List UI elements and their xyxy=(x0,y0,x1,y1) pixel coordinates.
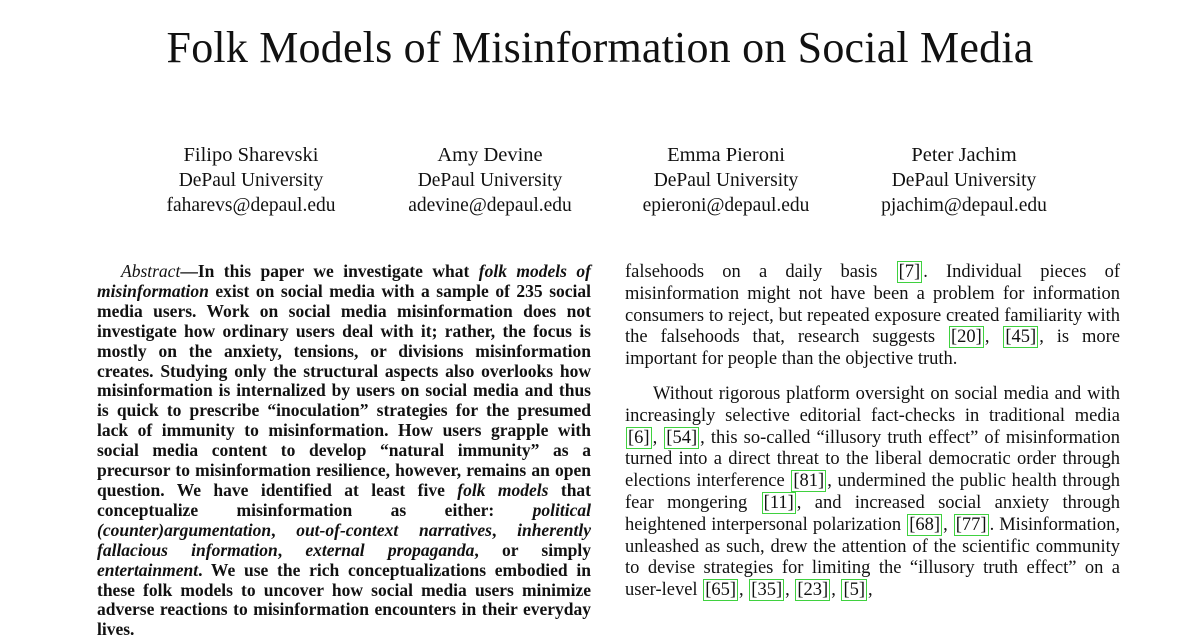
body-text-run: Without rigorous platform oversight on social media and with increasingly selective editorial fact-checks in traditional media xyxy=(625,383,1120,426)
author-name: Amy Devine xyxy=(437,144,543,166)
citation-link[interactable]: [54] xyxy=(666,427,698,448)
body-text-run: , xyxy=(652,427,664,448)
abstract-emphasis: external propaganda xyxy=(305,539,475,560)
citation-link[interactable]: [5] xyxy=(843,580,866,601)
author-4 xyxy=(844,143,1084,218)
author-email: faharevs@depaul.edu xyxy=(166,195,336,216)
abstract-label: Abstract xyxy=(121,261,181,281)
citation-link[interactable]: [6] xyxy=(628,427,650,448)
body-text-run: . Misinformation, unleashed as such, drew the attention of the scientific community to devise strategies for limiting the “illusory truth effect” on a user-level xyxy=(625,514,1120,601)
citation-link[interactable]: [68] xyxy=(909,514,941,535)
abstract-emphasis: political (counter)argumentation xyxy=(97,499,591,540)
body-paragraph-1 xyxy=(625,262,1120,371)
abstract-emphasis: folk models xyxy=(457,479,549,500)
abstract-emphasis: entertainment xyxy=(97,559,199,580)
abstract-text: that conceptualize misinformation as either: xyxy=(97,479,592,520)
body-text-run: , xyxy=(785,580,795,601)
abstract xyxy=(97,262,591,640)
author-name: Emma Pieroni xyxy=(667,144,785,166)
body-text-run: falsehoods on a daily basis xyxy=(625,262,896,282)
body-text-run: , and increased social anxiety through heightened interpersonal polarization xyxy=(625,492,1120,535)
body-text-run: , xyxy=(868,580,873,601)
body-text-run: , undermined the public health through fear mongering xyxy=(625,471,1120,513)
citation-link[interactable]: [35] xyxy=(751,580,783,601)
author-email: epieroni@depaul.edu xyxy=(642,195,810,216)
abstract-dash: — xyxy=(180,261,198,281)
abstract-text: , xyxy=(271,519,297,540)
body-text xyxy=(625,262,1120,615)
abstract-text: exist on social media with a sample of 235 social media users. Work on social media misinformation does not investigate how ordinary users deal with it; rather, the focus is mostly on the anxiety, tensions, or divisions misinformation creates. Studying only the structural aspects also overlooks how misinformation is internalized by users on social media and thus is quick to prescribe “inoculation” strategies for the presumed lack of immunity to misinformation. How users grapple with social media content to develop “natural immunity” as a precursor to misinformation resilience, however, remains an open question. We have identified at least five xyxy=(97,280,591,500)
abstract-text: . We use the rich conceptualizations embodied in these folk models to uncover how social media users minimize adverse reactions to misinformation encounters in their everyday lives. xyxy=(97,559,591,640)
author-affiliation: DePaul University xyxy=(417,170,563,191)
author-name: Peter Jachim xyxy=(911,144,1017,166)
author-2 xyxy=(370,143,610,218)
author-block xyxy=(0,143,1200,223)
body-text-run: , xyxy=(831,580,841,601)
abstract-text: , xyxy=(491,519,518,540)
abstract-emphasis: out-of-context narratives xyxy=(296,519,492,540)
author-affiliation: DePaul University xyxy=(653,170,799,191)
citation-link[interactable]: [81] xyxy=(793,471,825,492)
body-text-run: , xyxy=(943,514,953,535)
abstract-text: , xyxy=(277,539,306,560)
author-name: Filipo Sharevski xyxy=(183,144,319,166)
citation-link[interactable]: [11] xyxy=(763,492,794,513)
citation-link[interactable]: [23] xyxy=(797,580,829,601)
abstract-emphasis: inherently fallacious information xyxy=(97,519,592,560)
body-text-run: , xyxy=(984,327,1003,348)
author-email: pjachim@depaul.edu xyxy=(881,195,1047,216)
citation-link[interactable]: [7] xyxy=(898,262,921,282)
citation-link[interactable]: [77] xyxy=(955,514,987,535)
author-3 xyxy=(606,143,846,218)
body-paragraph-2 xyxy=(625,384,1120,602)
author-1 xyxy=(131,143,371,218)
body-text-run: , xyxy=(739,580,749,601)
body-text-run: . Individual pieces of misinformation might not have been a problem for information consumers to reject, but repeated exposure created familiarity with the falsehoods that, research suggests xyxy=(625,262,1120,348)
citation-link[interactable]: [65] xyxy=(705,580,737,601)
abstract-emphasis: folk models of misinformation xyxy=(97,261,591,301)
paper-title: Folk Models of Misinformation on Social Media xyxy=(166,23,1034,72)
abstract-text: , or simply xyxy=(474,539,592,560)
author-affiliation: DePaul University xyxy=(891,170,1037,191)
citation-link[interactable]: [20] xyxy=(950,327,982,348)
author-email: adevine@depaul.edu xyxy=(408,195,572,216)
author-affiliation: DePaul University xyxy=(178,170,324,191)
abstract-text: In this paper we investigate what xyxy=(197,261,479,281)
body-text-run: , this so-called “illusory truth effect” of misinformation turned into a direct threat to the liberal democratic order through elections interference xyxy=(625,427,1121,492)
citation-link[interactable]: [45] xyxy=(1005,327,1037,348)
body-text-run: , is more important for people than the objective truth. xyxy=(625,327,1120,370)
